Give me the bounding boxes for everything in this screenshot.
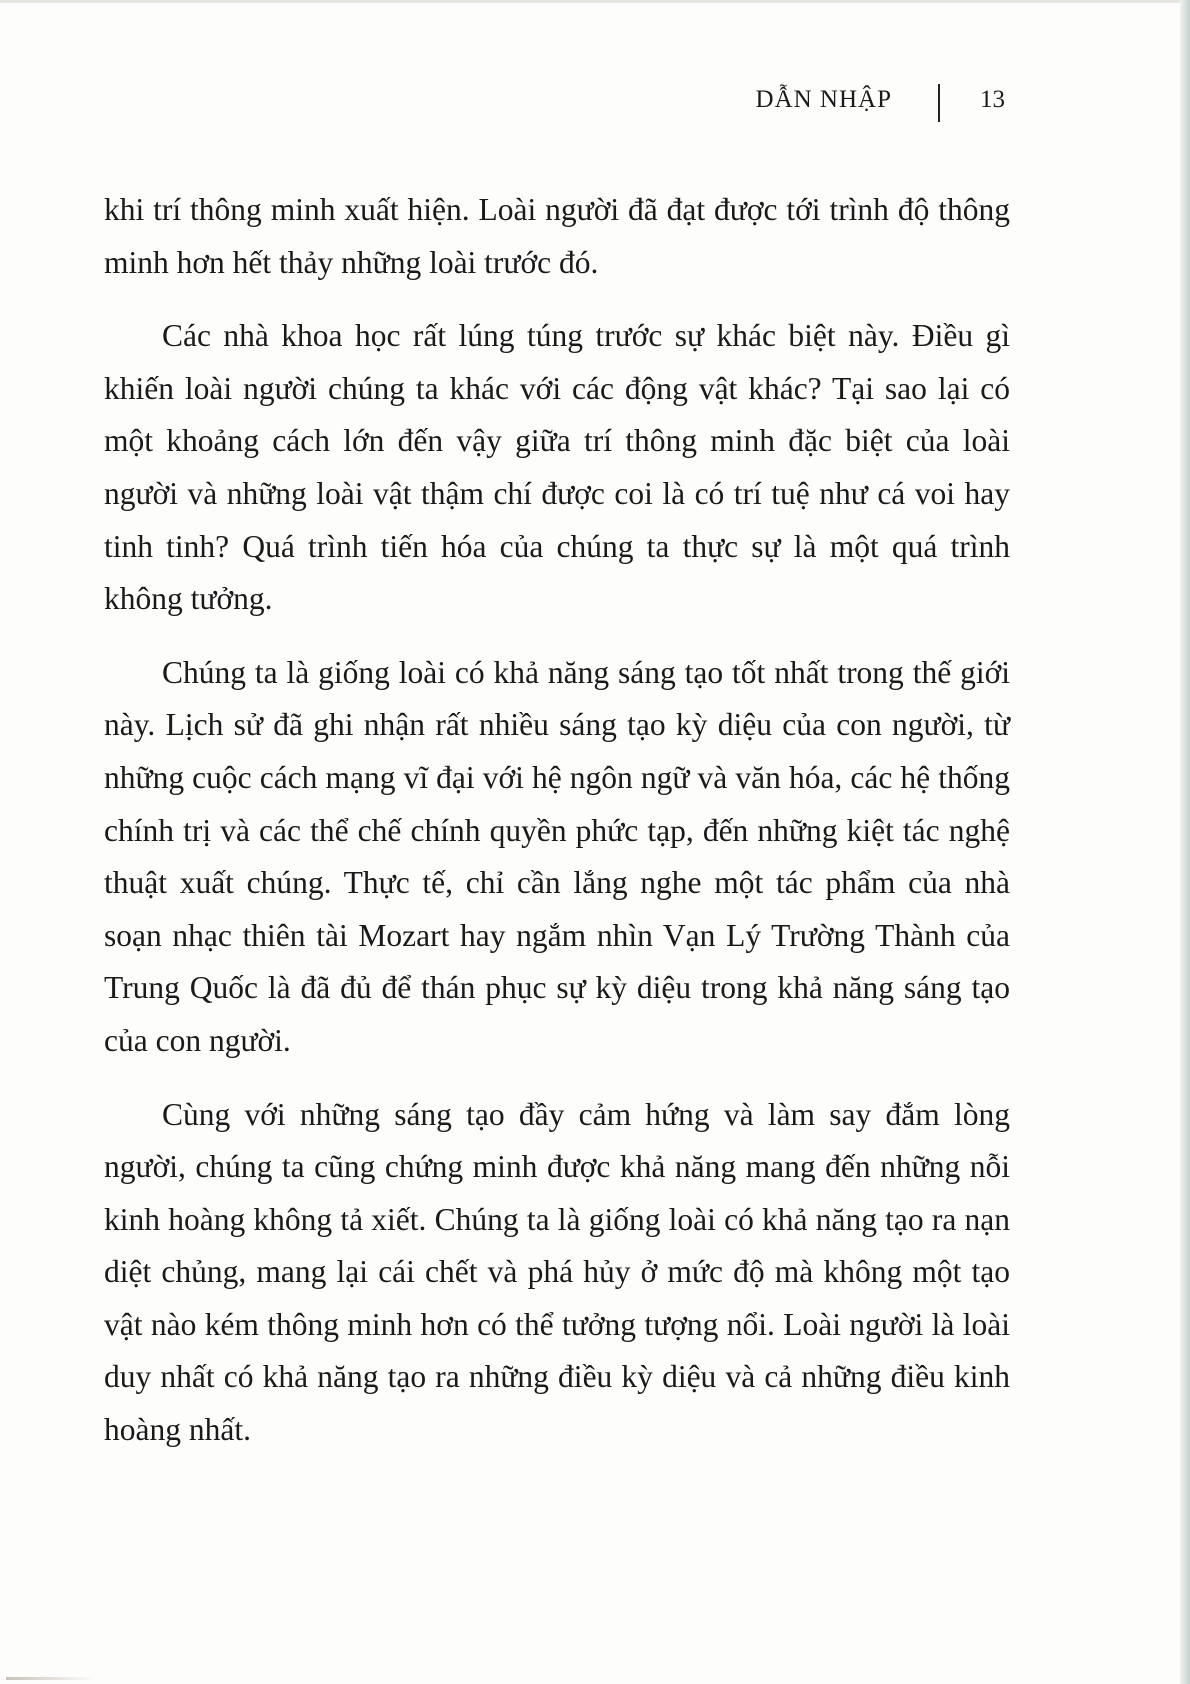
chapter-title: DẪN NHẬP <box>755 86 892 113</box>
page-top-edge <box>0 0 1190 3</box>
body-text <box>104 184 1010 1478</box>
scan-artifact <box>6 1677 96 1680</box>
paragraph: Chúng ta là giống loài có khả năng sáng tạo tốt nhất trong thế giới này. Lịch sử đã ghi nhận rất nhiều sáng tạo kỳ diệu của con người, từ những cuộc cách mạng vĩ đại với hệ ngôn ngữ và văn hóa, các hệ thống chính trị và các thể chế chính quyền phức tạp, đến những kiệt tác nghệ thuật xuất chúng. Thực tế, chỉ cần lắng nghe một tác phẩm của nhà soạn nhạc thiên tài Mozart hay ngắm nhìn Vạn Lý Trường Thành của Trung Quốc là đã đủ để thán phục sự kỳ diệu trong khả năng sáng tạo của con người. <box>104 654 1010 1058</box>
page-number: 13 <box>980 86 1005 113</box>
paragraph-continued: khi trí thông minh xuất hiện. Loài người đã đạt được tới trình độ thông minh hơn hết thảy những loài trước đó. <box>104 192 1010 280</box>
header-divider <box>938 84 940 122</box>
paragraph: Các nhà khoa học rất lúng túng trước sự khác biệt này. Điều gì khiến loài người chúng ta khác với các động vật khác? Tại sao lại có một khoảng cách lớn đến vậy giữa trí thông minh đặc biệt của loài người và những loài vật thậm chí được coi là có trí tuệ như cá voi hay tinh tinh? Quá trình tiến hóa của chúng ta thực sự là một quá trình không tưởng. <box>104 318 1010 617</box>
paragraph: Cùng với những sáng tạo đầy cảm hứng và làm say đắm lòng người, chúng ta cũng chứng minh được khả năng mang đến những nỗi kinh hoàng không tả xiết. Chúng ta là giống loài có khả năng tạo ra nạn diệt chủng, mang lại cái chết và phá hủy ở mức độ mà không một tạo vật nào kém thông minh hơn có thể tưởng tượng nổi. Loài người là loài duy nhất có khả năng tạo ra những điều kỳ diệu và cả những điều kinh hoàng nhất. <box>104 1096 1010 1448</box>
page-binding-edge <box>1180 0 1190 1684</box>
running-header <box>0 82 1010 122</box>
